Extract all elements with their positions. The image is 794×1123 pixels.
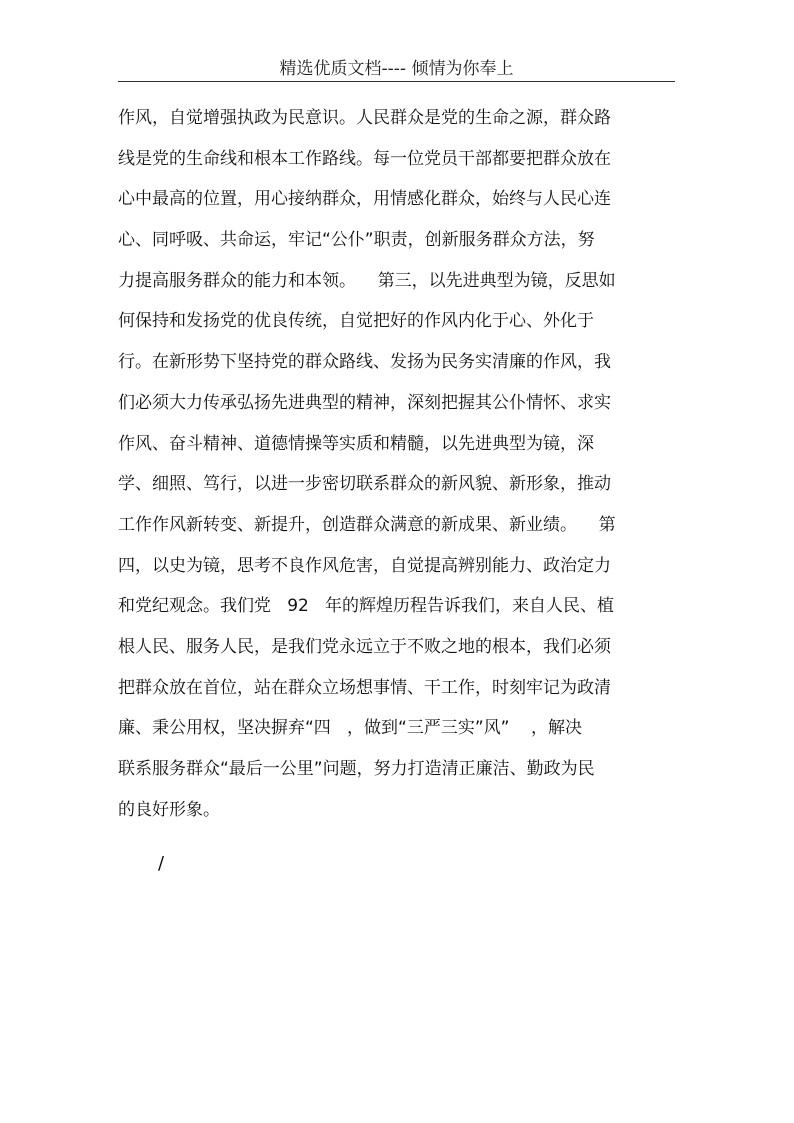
body-line: 工作作风新转变、新提升，创造群众满意的新成果、新业绩。 第 — [118, 514, 616, 535]
body-line: 们必须大力传承弘扬先进典型的精神，深刻把握其公仆情怀、求实 — [118, 392, 611, 413]
body-line: 线是党的生命线和根本工作路线。每一位党员干部都要把群众放在 — [118, 148, 611, 169]
body-line: 心中最高的位置，用心接纳群众，用情感化群众，始终与人民心连 — [118, 189, 611, 210]
body-line: 作风，自觉增强执政为民意识。人民群众是党的生命之源，群众路 — [118, 108, 611, 128]
body-line: 行。在新形势下坚持党的群众路线、发扬为民务实清廉的作风，我 — [118, 352, 611, 373]
body-line: 的良好形象。 — [118, 799, 220, 820]
body-line: 四，以史为镜，思考不良作风危害，自觉提高辨别能力、政治定力 — [118, 555, 611, 576]
body-line: 廉、秉公用权，坚决摒弃“四 ，做到“三严三实”风” ，解决 — [118, 718, 583, 739]
body-line: 把群众放在首位，站在群众立场想事情、干工作，时刻牢记为政清 — [118, 677, 611, 698]
document-body — [118, 98, 678, 830]
body-line: 力提高服务群众的能力和本领。 第三，以先进典型为镜，反思如 — [118, 270, 616, 291]
body-line: 联系服务群众“最后一公里”问题，努力打造清正廉洁、勤政为民 — [118, 759, 595, 779]
body-line: 心、同呼吸、共命运，牢记“公仆”职责，创新服务群众方法，努 — [118, 230, 595, 251]
body-line: 作风、奋斗精神、道德情操等实质和精髓，以先进典型为镜，深 — [118, 433, 594, 454]
body-line: 何保持和发扬党的优良传统，自觉把好的作风内化于心、外化于 — [118, 311, 594, 332]
body-line: 和党纪观念。我们党 92 年的辉煌历程告诉我们，来自人民、植 — [118, 596, 615, 617]
page-header: 精选优质文档---- 倾情为你奉上 — [279, 59, 514, 79]
body-line: 根人民、服务人民，是我们党永远立于不败之地的根本，我们必须 — [118, 636, 611, 657]
header-divider — [118, 81, 675, 82]
trailing-slash-mark: / — [158, 853, 165, 874]
body-line: 学、细照、笃行，以进一步密切联系群众的新风貌、新形象，推动 — [118, 474, 611, 495]
